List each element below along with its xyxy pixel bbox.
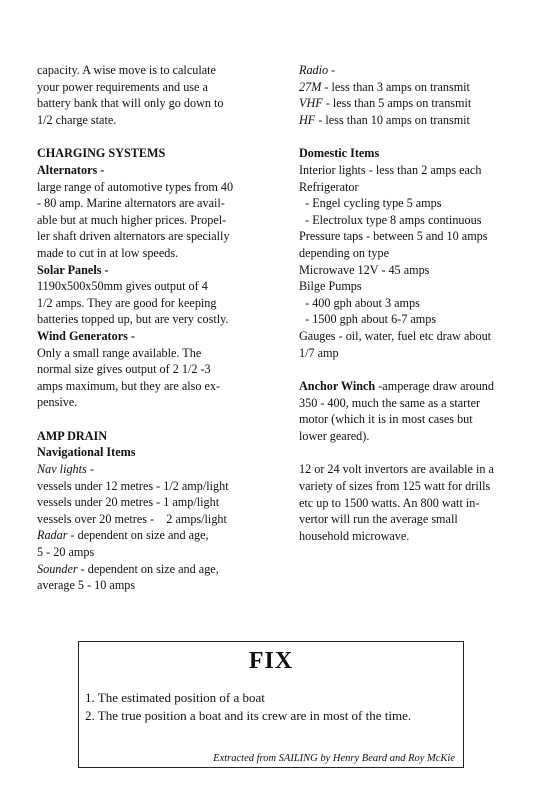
- anchor-winch-text: -amperage draw around: [375, 379, 494, 394]
- alternators-line: made to cut in at low speeds.: [37, 245, 179, 260]
- radio-text: - less than 5 amps on transmit: [322, 96, 472, 111]
- alternators-line: ler shaft driven alternators are specially: [37, 229, 230, 244]
- intro-line: 1/2 charge state.: [37, 112, 117, 127]
- invertor-line: vertor will run the average small: [299, 512, 458, 527]
- radar-label: Radar: [37, 528, 68, 543]
- anchor-winch-heading: Anchor Winch: [299, 379, 376, 394]
- sounder-text: - dependent on size and age,: [77, 561, 219, 576]
- solar-line: batteries topped up, but are very costly.: [37, 312, 229, 327]
- invertor-line: household microwave.: [299, 528, 410, 543]
- invertor-line: variety of sizes from 125 watt for drills: [299, 479, 491, 494]
- solar-line: 1/2 amps. They are good for keeping: [37, 295, 217, 310]
- domestic-line: - 1500 gph about 6-7 amps: [299, 312, 437, 327]
- anchor-line: 350 - 400, much the same as a starter: [299, 395, 481, 410]
- radio-band: VHF: [299, 96, 323, 111]
- wind-line: Only a small range available. The: [37, 345, 202, 360]
- domestic-line: 1/7 amp: [299, 345, 339, 360]
- radio-band: HF: [299, 112, 316, 127]
- intro-line: your power requirements and use a: [37, 79, 208, 94]
- solar-panels-heading: Solar Panels -: [37, 262, 109, 277]
- wind-generators-heading: Wind Generators -: [37, 328, 135, 343]
- invertor-line: 12 or 24 volt invertors are available in a: [299, 462, 494, 477]
- domestic-line: - 400 gph about 3 amps: [299, 295, 420, 310]
- fix-definition-list: [85, 689, 455, 725]
- wind-line: amps maximum, but they are also ex-: [37, 378, 221, 393]
- domestic-line: - Engel cycling type 5 amps: [299, 196, 442, 211]
- wind-line: pensive.: [37, 395, 78, 410]
- navigational-items-heading: Navigational Items: [37, 445, 136, 460]
- nav-line: vessels under 12 metres - 1/2 amp/light: [37, 478, 229, 493]
- radio-band: 27M: [299, 79, 322, 94]
- domestic-line: depending on type: [299, 245, 390, 260]
- left-column: [37, 62, 273, 594]
- radio-item: [299, 112, 531, 129]
- intro-line: battery bank that will only go down to: [37, 96, 224, 111]
- wind-line: normal size gives output of 2 1/2 -3: [37, 362, 211, 377]
- fix-definition-item: 1. The estimated position of a boat: [85, 690, 265, 705]
- radar-line2: 5 - 20 amps: [37, 545, 95, 560]
- domestic-line: Interior lights - less than 2 amps each: [299, 162, 482, 177]
- anchor-line: lower geared).: [299, 428, 370, 443]
- fix-title: FIX: [248, 648, 294, 674]
- domestic-items-heading: Domestic Items: [299, 146, 380, 161]
- domestic-line: Bilge Pumps: [299, 279, 362, 294]
- domestic-line: Microwave 12V - 45 amps: [299, 262, 430, 277]
- nav-line: vessels under 20 metres - 1 amp/light: [37, 495, 220, 510]
- solar-line: 1190x500x50mm gives output of 4: [37, 279, 208, 294]
- radio-item: [299, 79, 531, 96]
- anchor-line: motor (which it is in most cases but: [299, 412, 473, 427]
- intro-line: capacity. A wise move is to calculate: [37, 63, 216, 77]
- fix-credit: Extracted from SAILING by Henry Beard and Roy McKie: [213, 753, 455, 764]
- nav-line: vessels over 20 metres - 2 amps/light: [37, 511, 227, 526]
- alternators-line: able but at much higher prices. Propel-: [37, 212, 227, 227]
- right-column: [299, 62, 531, 544]
- sounder-label: Sounder: [37, 561, 78, 576]
- amp-drain-heading: AMP DRAIN: [37, 428, 108, 443]
- domestic-line: Pressure taps - between 5 and 10 amps: [299, 229, 488, 244]
- radio-text: - less than 10 amps on transmit: [315, 112, 470, 127]
- radar-text: - dependent on size and age,: [67, 528, 209, 543]
- alternators-line: - 80 amp. Marine alternators are avail-: [37, 196, 225, 211]
- fix-definition-item: 2. The true position a boat and its crew are in most of the time.: [85, 708, 412, 723]
- anchor-winch-line: [299, 378, 531, 395]
- nav-lights-label: Nav lights -: [37, 462, 94, 477]
- invertor-line: etc up to 1500 watts. An 800 watt in-: [299, 495, 480, 510]
- alternators-heading: Alternators -: [37, 162, 105, 177]
- alternators-line: large range of automotive types from 40: [37, 179, 234, 194]
- radar-line: [37, 527, 273, 544]
- sounder-line: [37, 561, 273, 578]
- domestic-line: Gauges - oil, water, fuel etc draw about: [299, 328, 492, 343]
- fix-definition-box: [78, 641, 464, 768]
- domestic-line: Refrigerator: [299, 179, 359, 194]
- domestic-line: - Electrolux type 8 amps continuous: [299, 212, 482, 227]
- sounder-line2: average 5 - 10 amps: [37, 578, 136, 593]
- charging-systems-heading: CHARGING SYSTEMS: [37, 146, 166, 161]
- radio-label: Radio -: [299, 63, 336, 77]
- radio-item: [299, 95, 531, 112]
- radio-text: - less than 3 amps on transmit: [321, 79, 470, 94]
